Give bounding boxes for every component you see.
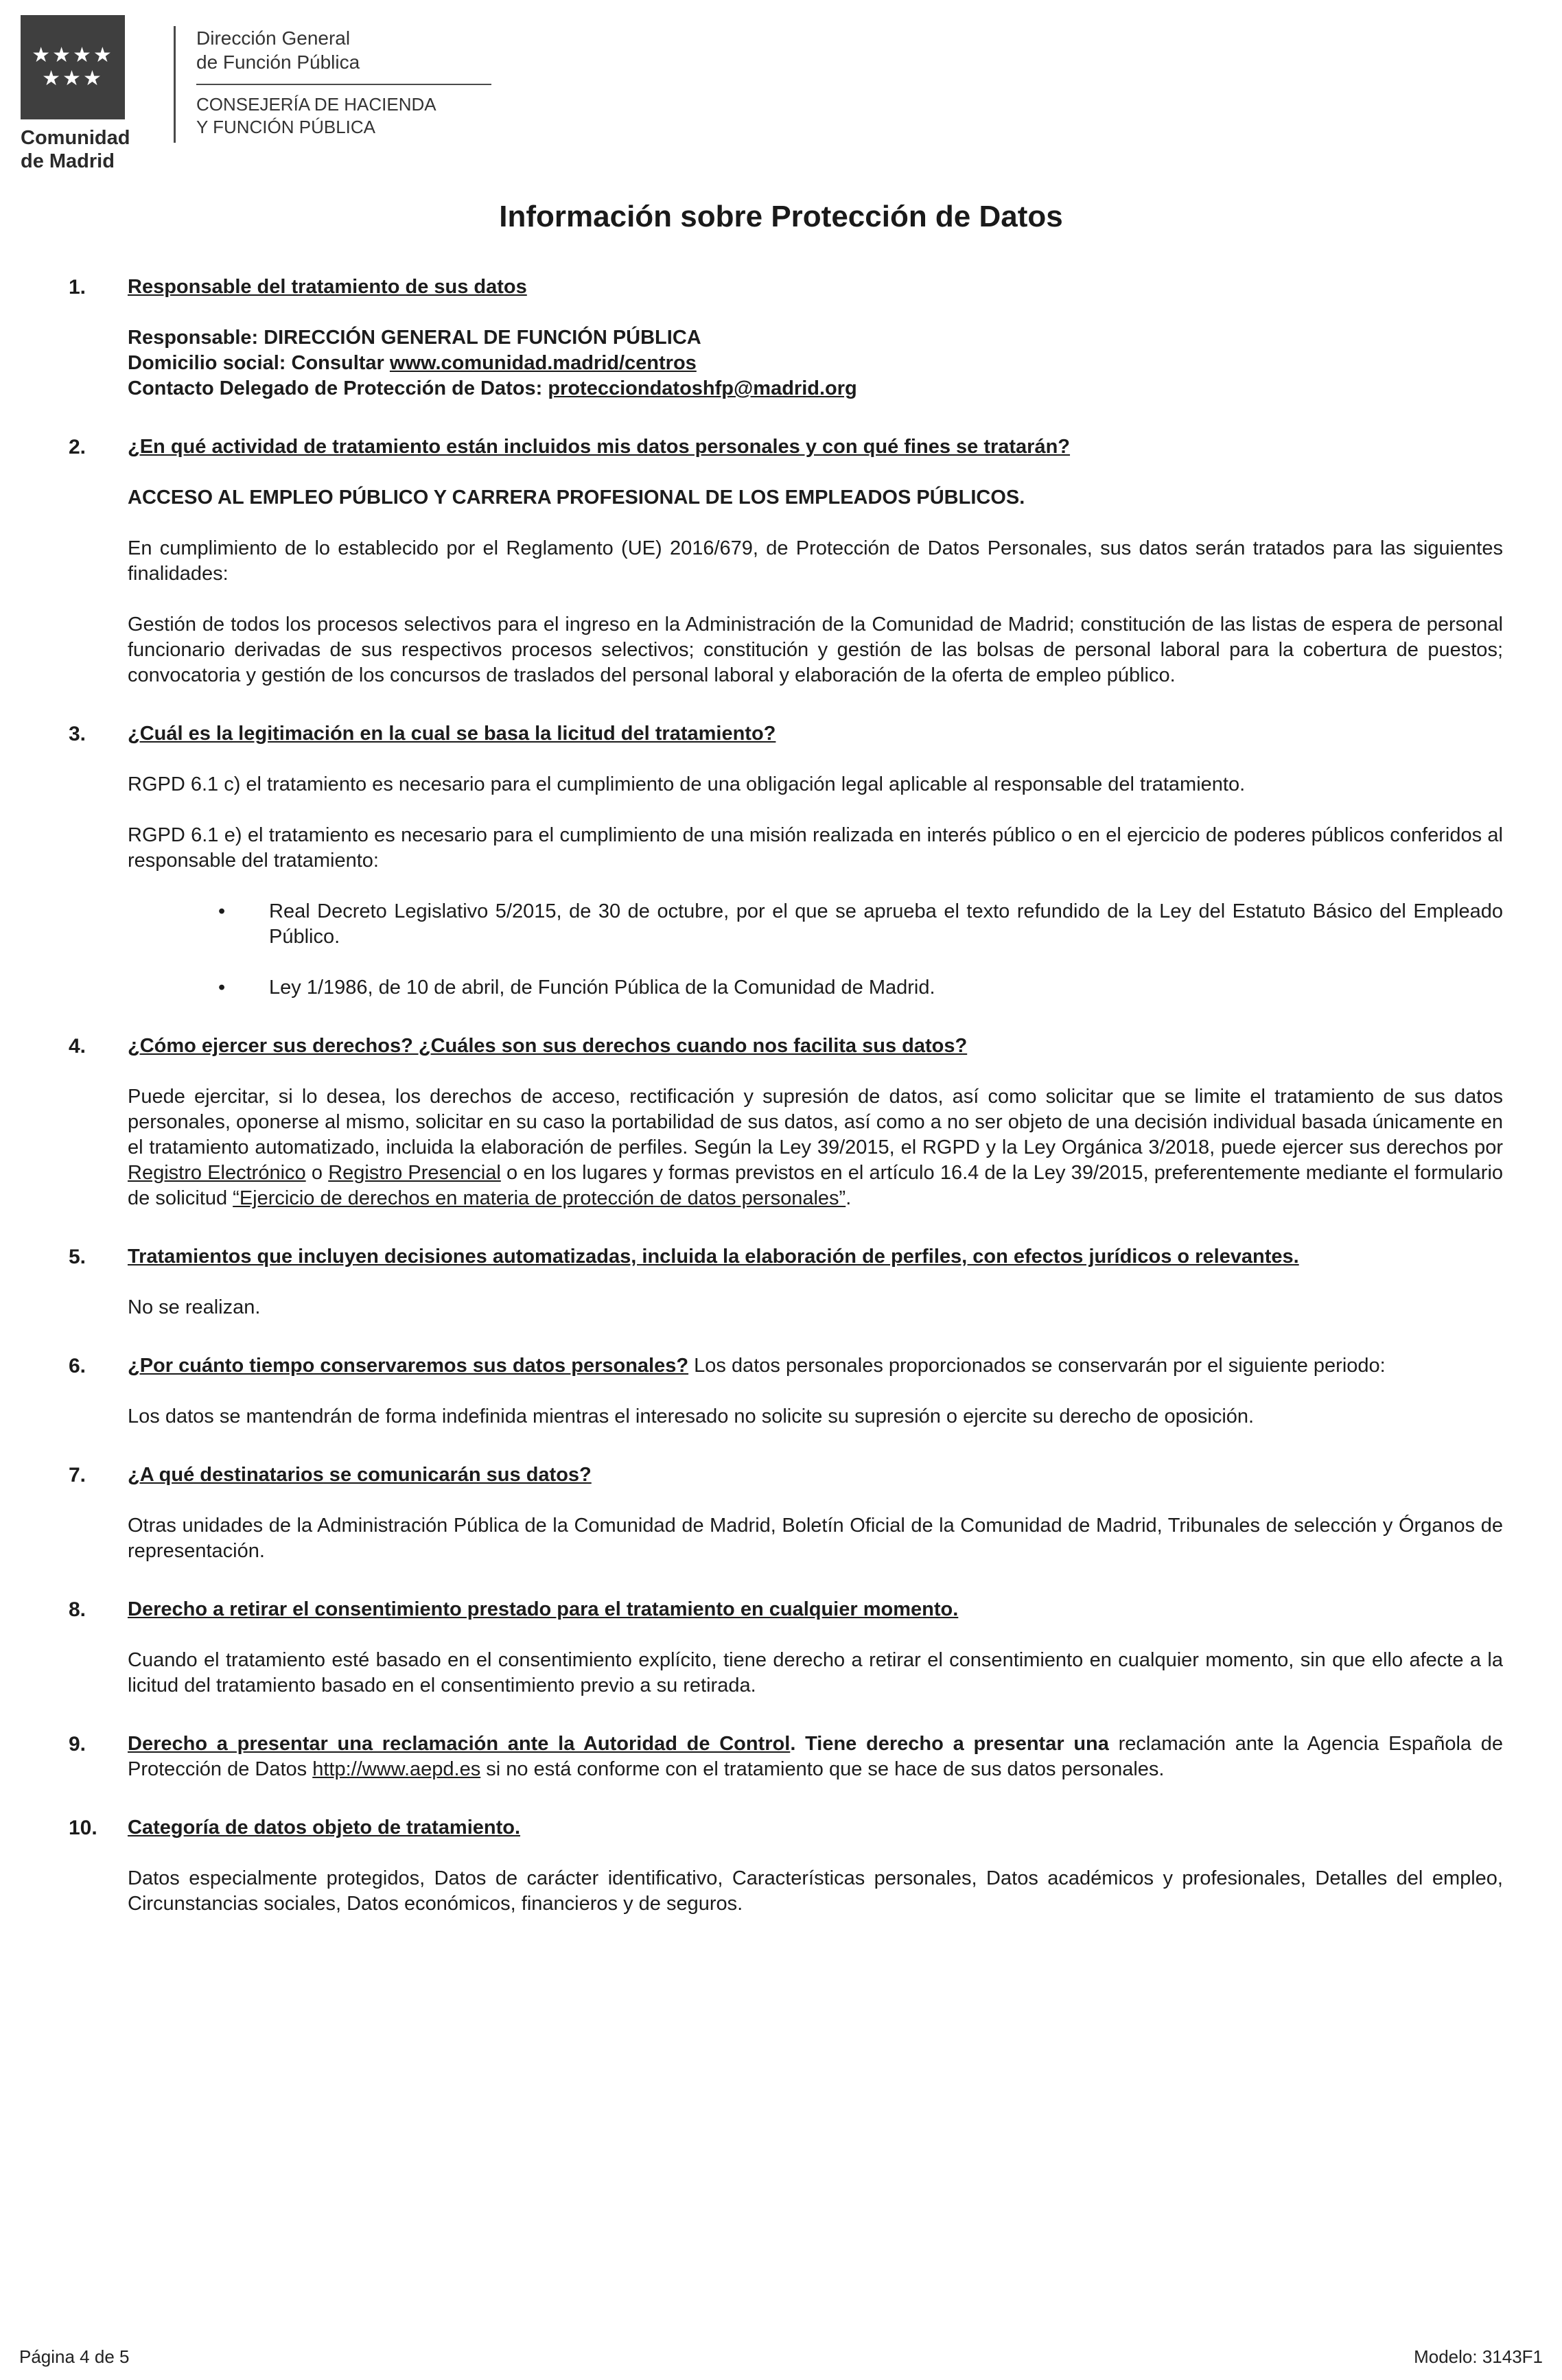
paragraph [128,1513,1503,1564]
ministry-name [196,84,491,139]
paragraph [128,823,1503,874]
text-segment: Los datos se mantendrán de forma indefinida mientras el interesado no solicite su supresión o ejercite su derecho de oposición. [128,1405,1255,1427]
department-name-line1: Dirección General [196,27,351,49]
section-number: 10. [69,1817,97,1839]
text-segment: ¿Por cuánto tiempo conservaremos sus datos personales? [128,1355,689,1377]
text-segment: Derecho a presentar una reclamación ante la Autoridad de Control [128,1733,791,1755]
section-number: 7. [69,1464,86,1486]
text-segment: Derecho a retirar el consentimiento prestado para el tratamiento en cualquier momento. [128,1598,959,1620]
bullet-icon: • [218,900,226,922]
page-title: Información sobre Protección de Datos [499,200,1063,233]
page-footer [19,2346,1543,2368]
text-segment: ¿En qué actividad de tratamiento están incluidos mis datos personales y con qué fines se tratarán? [128,436,1071,458]
link[interactable]: protecciondatoshfp@madrid.org [548,377,857,399]
text-segment: Tratamientos que incluyen decisiones automatizadas, incluida la elaboración de perfiles, con efectos jurídicos o relevantes. [128,1246,1299,1268]
section-content [128,1244,1503,1320]
text-segment: RGPD 6.1 e) el tratamiento es necesario para el cumplimiento de una misión realizada en interés público o en el ejercicio de poderes públicos conferidos al responsable del tratamiento: [128,824,1503,872]
paragraph [128,351,1503,376]
section-heading [128,1353,1503,1379]
link[interactable]: Registro Presencial [328,1162,501,1184]
page-number-label: Página 4 de 5 [19,2346,130,2367]
link[interactable]: Registro Electrónico [128,1162,306,1184]
text-segment: Responsable del tratamiento de sus datos [128,276,527,298]
paragraph [128,1648,1503,1699]
section-number: 5. [69,1246,86,1268]
text-segment: ¿A qué destinatarios se comunicarán sus datos? [128,1464,592,1486]
letterhead [0,0,1562,173]
bullet-text [269,975,1503,1001]
ministry-name-line2: Y FUNCIÓN PÚBLICA [196,117,376,137]
text-segment: Ley 1/1986, de 10 de abril, de Función Pública de la Comunidad de Madrid. [269,977,935,999]
section [69,1815,1503,1917]
section-content [128,275,1503,401]
section-heading [128,275,1503,300]
department-name-line2: de Función Pública [196,51,360,73]
text-segment: Puede ejercitar, si lo desea, los derechos de acceso, rectificación y supresión de datos, así como solicitar que se limite el tratamiento de sus datos personales, oponerse al mismo, solicitar en su caso la portabilidad de sus datos, así como a no ser objeto de una decisión individual basada únicamente en el tratamiento automatizado, incluida la elaboración de perfiles. Según la Ley 39/2015, el RGPD y la Ley Orgánica 3/2018, puede ejercer sus derechos por [128,1086,1503,1158]
text-segment: Gestión de todos los procesos selectivos para el ingreso en la Administración de la Comunidad de Madrid; constitución de las listas de espera de personal funcionario derivadas de sus respectivos procesos selectivos; constitución y gestión de las bolsas de personal laboral para la cobertura de puestos; convocatoria y gestión de los concursos de traslados del personal laboral y elaboración de la oferta de empleo público. [128,614,1503,686]
section-number: 8. [69,1598,86,1621]
text-segment: ACCESO AL EMPLEO PÚBLICO Y CARRERA PROFESIONAL DE LOS EMPLEADOS PÚBLICOS. [128,487,1025,509]
section-heading [128,1815,1503,1841]
section-number: 4. [69,1035,86,1058]
logo-caption-line1: Comunidad [21,127,130,149]
department-name [196,26,491,84]
text-segment: Otras unidades de la Administración Pública de la Comunidad de Madrid, Boletín Oficial de la Comunidad de Madrid, Tribunales de selección y Órganos de representación. [128,1515,1503,1562]
text-segment: ¿Cómo ejercer sus derechos? ¿Cuáles son sus derechos cuando nos facilita sus datos? [128,1035,968,1057]
section-number: 1. [69,276,86,299]
madrid-flag-stars-icon [21,15,125,119]
logo-caption [21,126,148,173]
section-heading [128,1731,1503,1782]
logo-caption-line2: de Madrid [21,150,115,172]
text-segment: Categoría de datos objeto de tratamiento. [128,1817,521,1839]
section-number: 2. [69,436,86,458]
bullet-icon: • [218,977,226,999]
bullet-text [269,899,1503,950]
paragraph [128,325,1503,351]
section-number: 9. [69,1733,86,1755]
section-content [128,1815,1503,1917]
section [69,1244,1503,1320]
section [69,1462,1503,1564]
paragraph [128,536,1503,587]
text-segment: Datos especialmente protegidos, Datos de carácter identificativo, Características personales, Datos académicos y profesionales, Detalles del empleo, Circunstancias sociales, Datos económicos, financieros y de seguros. [128,1867,1503,1915]
section-content [128,434,1503,688]
link[interactable]: “Ejercicio de derechos en materia de protección de datos personales” [233,1187,846,1209]
text-segment: . [846,1187,852,1209]
link[interactable]: http://www.aepd.es [312,1758,481,1780]
text-segment: ¿Cuál es la legitimación en la cual se basa la licitud del tratamiento? [128,723,776,745]
paragraph [128,1404,1503,1430]
text-segment: Cuando el tratamiento esté basado en el consentimiento explícito, tiene derecho a retirar el consentimiento en cualquier momento, sin que ello afecte a la licitud del tratamiento basado en el consentimiento previo a su retirada. [128,1649,1503,1696]
section [69,721,1503,1001]
section-number: 3. [69,723,86,745]
text-segment: Contacto Delegado de Protección de Datos: [128,377,548,399]
paragraph [128,1866,1503,1917]
paragraph [128,612,1503,688]
sections [0,235,1562,1917]
paragraph [128,1084,1503,1211]
section [69,1034,1503,1211]
paragraph [128,1295,1503,1320]
ministry-name-line1: CONSEJERÍA DE HACIENDA [196,94,436,115]
text-segment: Los datos personales proporcionados se conservarán por el siguiente periodo: [688,1355,1386,1377]
section-content [128,1462,1503,1564]
text-segment: si no está conforme con el tratamiento que se hace de sus datos personales. [480,1758,1165,1780]
text-segment: No se realizan. [128,1296,261,1318]
model-number-label: Modelo: 3143F1 [1414,2346,1543,2367]
text-segment: Domicilio social: Consultar [128,352,390,374]
section-number: 6. [69,1355,86,1377]
section [69,1597,1503,1699]
section-heading [128,721,1503,747]
department-block [174,26,491,143]
section-content [128,1353,1503,1430]
section-heading [128,1597,1503,1622]
madrid-logo [21,15,148,173]
link[interactable]: www.comunidad.madrid/centros [389,352,697,374]
paragraph [128,485,1503,511]
section-heading [128,1034,1503,1059]
section [69,434,1503,688]
text-segment: Real Decreto Legislativo 5/2015, de 30 de octubre, por el que se aprueba el texto refundido de la Ley del Estatuto Básico del Empleado Público. [269,900,1503,948]
section-content [128,1597,1503,1699]
text-segment: reclamación ante la Agencia Española de Protección de Datos [128,1733,1504,1780]
stars-row-top: ★★★★ [32,44,114,67]
section [69,275,1503,401]
text-segment: . Tiene derecho a presentar una [790,1733,1119,1755]
paragraph [128,376,1503,401]
paragraph [128,772,1503,797]
section-content [128,1034,1503,1211]
text-segment: En cumplimiento de lo establecido por el Reglamento (UE) 2016/679, de Protección de Datos Personales, sus datos serán tratados para las siguientes finalidades: [128,537,1503,585]
text-segment: o [305,1162,329,1184]
section [69,1353,1503,1430]
bullet-item [128,899,1503,950]
section-heading [128,434,1503,460]
text-segment: Responsable: DIRECCIÓN GENERAL DE FUNCIÓN PÚBLICA [128,327,701,349]
section-content [128,721,1503,1001]
section-content [128,1731,1503,1782]
text-segment: o en los lugares y formas previstos en el artículo 16.4 de la Ley 39/2015, preferentemente mediante el formulario de solicitud [128,1162,1504,1209]
section-heading [128,1462,1503,1488]
text-segment: RGPD 6.1 c) el tratamiento es necesario para el cumplimiento de una obligación legal aplicable al responsable del tratamiento. [128,773,1246,795]
section [69,1731,1503,1782]
section-heading [128,1244,1503,1270]
stars-row-bottom: ★★★ [42,67,104,90]
bullet-item [128,975,1503,1001]
